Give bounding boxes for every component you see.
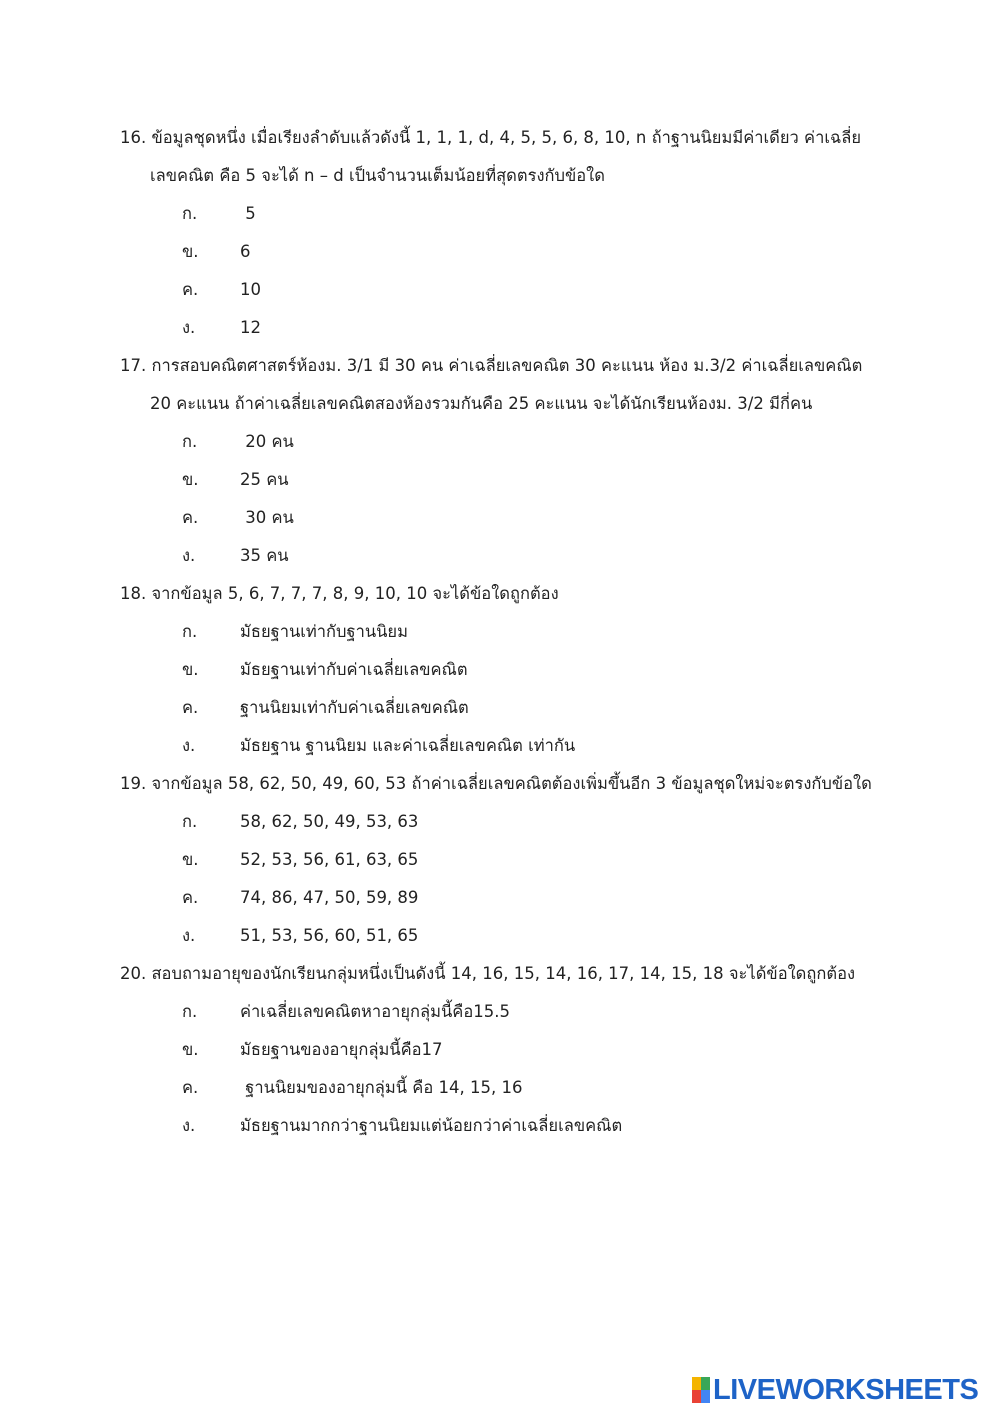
choice-letter: ค. <box>182 1078 199 1097</box>
choice-text: 52, 53, 56, 61, 63, 65 <box>240 850 419 869</box>
choice-text: ค่าเฉลี่ยเลขคณิตหาอายุกลุ่มนี้คือ15.5 <box>240 1002 510 1021</box>
choice-19-b[interactable] <box>182 841 418 879</box>
choice-text: ฐานนิยมเท่ากับค่าเฉลี่ยเลขคณิต <box>240 698 469 717</box>
question-text: 19. จากข้อมูล 58, 62, 50, 49, 60, 53 ถ้าค่าเฉลี่ยเลขคณิตต้องเพิ่มขึ้นอีก 3 ข้อมูลชุดใหม่จะตรงกับข้อใด <box>120 774 872 793</box>
mark-cell <box>701 1390 710 1403</box>
choice-letter: ข. <box>182 660 199 679</box>
choice-16-a[interactable] <box>182 195 256 233</box>
choice-17-b[interactable] <box>182 461 289 499</box>
choice-18-c[interactable] <box>182 689 469 727</box>
choice-letter: ง. <box>182 926 196 945</box>
choice-text: 30 คน <box>240 508 294 527</box>
choice-text: ฐานนิยมของอายุกลุ่มนี้ คือ 14, 15, 16 <box>240 1078 523 1097</box>
question-text: 18. จากข้อมูล 5, 6, 7, 7, 7, 8, 9, 10, 10 จะได้ข้อใดถูกต้อง <box>120 584 559 603</box>
question-16 <box>120 119 880 195</box>
choice-letter: ก. <box>182 1002 198 1021</box>
choice-text: มัธยฐาน ฐานนิยม และค่าเฉลี่ยเลขคณิต เท่ากัน <box>240 736 576 755</box>
choice-text: 58, 62, 50, 49, 53, 63 <box>240 812 419 831</box>
choice-letter: ค. <box>182 888 199 907</box>
choice-letter: ข. <box>182 470 199 489</box>
choice-letter: ง. <box>182 1116 196 1135</box>
question-20 <box>120 955 880 993</box>
question-text: 20. สอบถามอายุของนักเรียนกลุ่มหนึ่งเป็นดังนี้ 14, 16, 15, 14, 16, 17, 14, 15, 18 จะได้ข้อใดถูกต้อง <box>120 964 856 983</box>
choice-letter: ข. <box>182 1040 199 1059</box>
liveworksheets-mark-icon <box>692 1377 710 1403</box>
choice-19-a[interactable] <box>182 803 418 841</box>
choice-20-b[interactable] <box>182 1031 443 1069</box>
choice-17-c[interactable] <box>182 499 294 537</box>
question-text-cont: เลขคณิต คือ 5 จะได้ n – d เป็นจำนวนเต็มน้อยที่สุดตรงกับข้อใด <box>150 166 605 185</box>
choice-letter: ก. <box>182 812 198 831</box>
choice-letter: ค. <box>182 280 199 299</box>
choice-text: 5 <box>240 204 256 223</box>
question-19 <box>120 765 880 803</box>
choice-17-a[interactable] <box>182 423 294 461</box>
choice-letter: ง. <box>182 546 196 565</box>
choice-letter: ง. <box>182 736 196 755</box>
choice-20-c[interactable] <box>182 1069 522 1107</box>
choice-20-a[interactable] <box>182 993 510 1031</box>
choice-letter: ก. <box>182 432 198 451</box>
choice-17-d[interactable] <box>182 537 289 575</box>
liveworksheets-logo[interactable] <box>692 1374 978 1406</box>
question-18 <box>120 575 880 613</box>
choice-20-d[interactable] <box>182 1107 622 1145</box>
logo-text: LIVEWORKSHEETS <box>713 1373 979 1406</box>
choice-letter: ค. <box>182 698 199 717</box>
choice-letter: ก. <box>182 204 198 223</box>
choice-text: 10 <box>240 280 261 299</box>
choice-text: 12 <box>240 318 261 337</box>
choice-19-d[interactable] <box>182 917 418 955</box>
choice-text: 25 คน <box>240 470 289 489</box>
choice-letter: ก. <box>182 622 198 641</box>
choice-text: 74, 86, 47, 50, 59, 89 <box>240 888 419 907</box>
choice-16-d[interactable] <box>182 309 261 347</box>
choice-letter: ข. <box>182 242 199 261</box>
choice-letter: ง. <box>182 318 196 337</box>
choice-text: 51, 53, 56, 60, 51, 65 <box>240 926 419 945</box>
choice-text: 20 คน <box>240 432 294 451</box>
mark-cell <box>701 1377 710 1390</box>
choice-text: 6 <box>240 242 251 261</box>
choice-text: มัธยฐานเท่ากับฐานนิยม <box>240 622 408 641</box>
choice-18-a[interactable] <box>182 613 408 651</box>
question-text-cont: 20 คะแนน ถ้าค่าเฉลี่ยเลขคณิตสองห้องรวมกันคือ 25 คะแนน จะได้นักเรียนห้องม. 3/2 มีกี่คน <box>150 394 813 413</box>
mark-cell <box>692 1377 701 1390</box>
choice-letter: ค. <box>182 508 199 527</box>
choice-text: มัธยฐานมากกว่าฐานนิยมแต่น้อยกว่าค่าเฉลี่ยเลขคณิต <box>240 1116 623 1135</box>
question-text: 16. ข้อมูลชุดหนึ่ง เมื่อเรียงลำดับแล้วดังนี้ 1, 1, 1, d, 4, 5, 5, 6, 8, 10, n ถ้าฐานนิยมมีค่าเดียว ค่าเฉลี่ย <box>120 128 862 147</box>
choice-letter: ข. <box>182 850 199 869</box>
choice-text: มัธยฐานเท่ากับค่าเฉลี่ยเลขคณิต <box>240 660 468 679</box>
choice-text: 35 คน <box>240 546 289 565</box>
choice-16-b[interactable] <box>182 233 251 271</box>
choice-text: มัธยฐานของอายุกลุ่มนี้คือ17 <box>240 1040 443 1059</box>
choice-18-d[interactable] <box>182 727 575 765</box>
choice-16-c[interactable] <box>182 271 261 309</box>
mark-cell <box>692 1390 701 1403</box>
choice-19-c[interactable] <box>182 879 418 917</box>
choice-18-b[interactable] <box>182 651 468 689</box>
question-text: 17. การสอบคณิตศาสตร์ห้องม. 3/1 มี 30 คน ค่าเฉลี่ยเลขคณิต 30 คะแนน ห้อง ม.3/2 ค่าเฉลี่ยเลขคณิต <box>120 356 863 375</box>
question-17 <box>120 347 880 423</box>
